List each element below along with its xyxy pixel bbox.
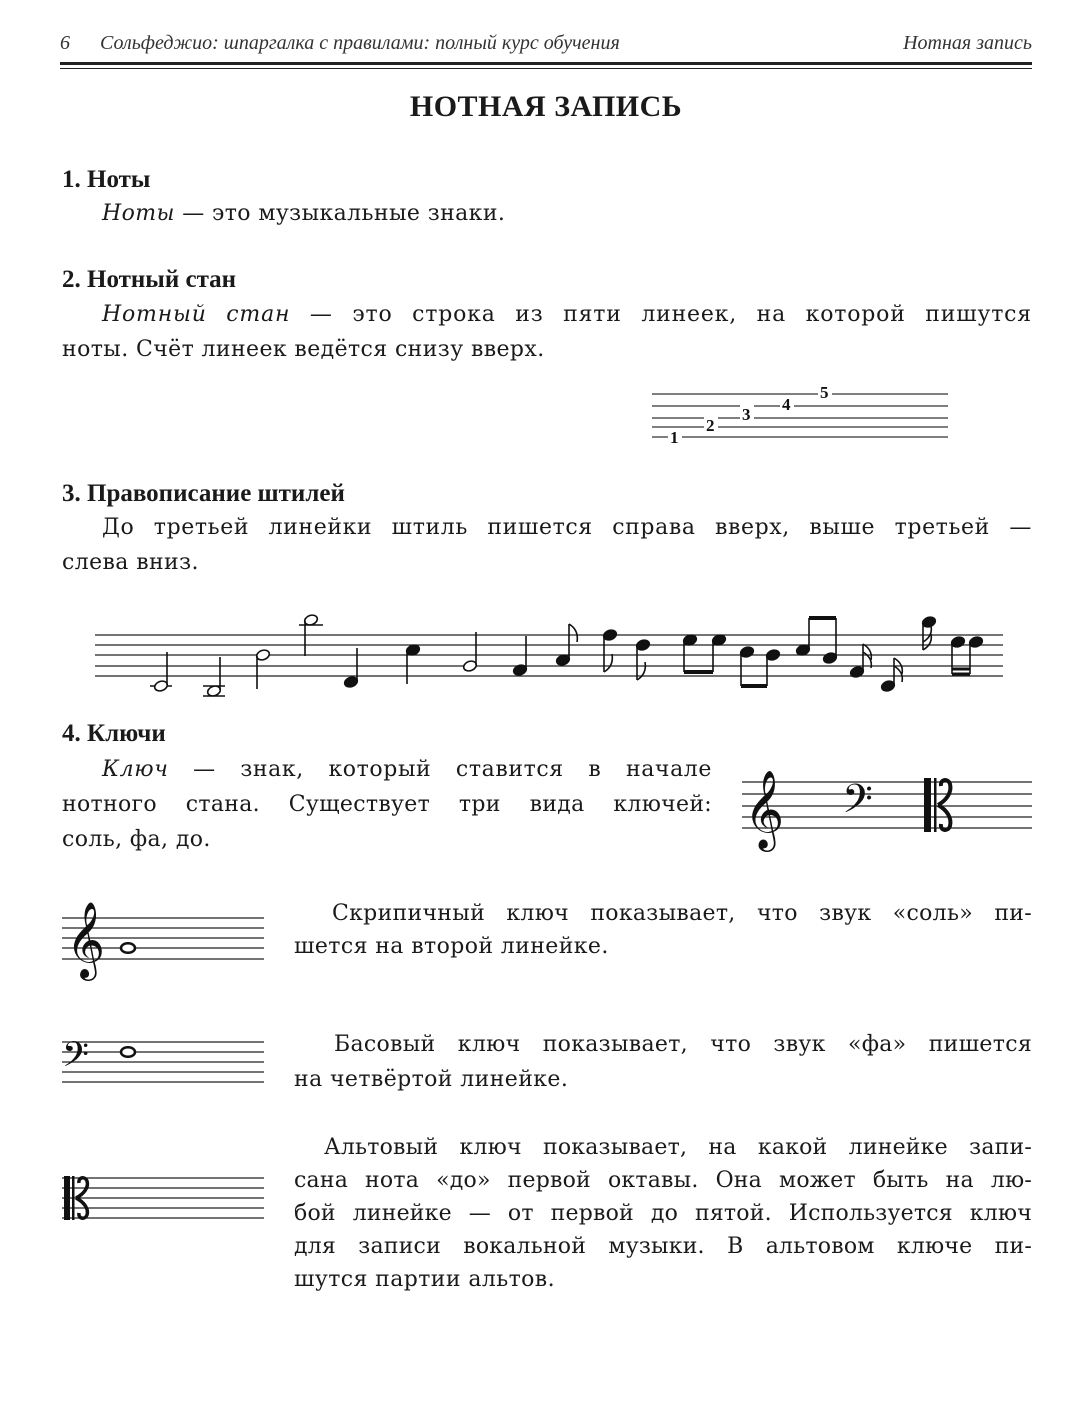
- staff-label-4: 4: [782, 395, 791, 414]
- treble-text-line-1: Скрипичный ключ показывает, что звук «соль» пи-: [332, 901, 1032, 926]
- running-header: [60, 30, 1032, 60]
- treble-text-line-2: шется на второй линейке.: [294, 934, 609, 959]
- whole-note-icon: [121, 1047, 135, 1057]
- clef-types-staff: [742, 770, 1034, 850]
- section-4-line-3: соль, фа, до.: [62, 827, 211, 852]
- definition: — это строка из пяти линеек, на которой пишутся: [290, 302, 1032, 327]
- treble-clef-icon: 𝄞: [66, 904, 106, 977]
- treble-clef-icon: 𝄞: [744, 771, 785, 847]
- section-4-line-2: нотного стана. Существует три вида ключей:: [62, 792, 712, 817]
- treble-clef-example: [62, 890, 267, 980]
- bass-text-line-1: Басовый ключ показывает, что звук «фа» пишется: [334, 1032, 1032, 1057]
- section-2-line-1: [102, 297, 1032, 332]
- definition: — знак, который ставится в начале: [168, 757, 712, 782]
- staff-label-2: 2: [706, 416, 715, 435]
- alto-text-line-1: Альтовый ключ показывает, на какой линейке запи-: [324, 1135, 1032, 1160]
- bass-clef-icon: 𝄢: [842, 778, 873, 831]
- term: Ноты: [102, 201, 175, 226]
- term: Ключ: [102, 757, 169, 782]
- alto-clef-icon: [924, 778, 950, 832]
- book-title: Сольфеджио: шпаргалка с правилами: полный курс обучения: [100, 32, 620, 54]
- alto-text-line-3: бой линейке — от первой до пятой. Используется ключ: [294, 1201, 1032, 1226]
- section-2-heading: 2. Нотный стан: [62, 266, 237, 293]
- alto-text-line-5: шутся партии альтов.: [294, 1267, 555, 1292]
- alto-clef-example: [62, 1170, 267, 1230]
- section-2-line-2: ноты. Счёт линеек ведётся снизу вверх.: [62, 337, 545, 362]
- section-name: Нотная запись: [903, 32, 1032, 54]
- staff-numbering-figure: [652, 380, 952, 450]
- section-1-text: [102, 196, 505, 231]
- section-3-heading: 3. Правописание штилей: [62, 480, 345, 507]
- bass-clef-icon: 𝄢: [62, 1037, 90, 1083]
- staff-label-3: 3: [742, 405, 751, 424]
- bass-text-line-2: на четвёртой линейке.: [294, 1067, 569, 1092]
- section-4-heading: 4. Ключи: [62, 720, 166, 747]
- alto-text-line-2: сана нота «до» первой октавы. Она может быть на лю-: [294, 1168, 1032, 1193]
- header-rule-thin: [60, 68, 1032, 69]
- stem-rules-staff: [95, 600, 1005, 700]
- header-rule-thick: [60, 62, 1032, 65]
- whole-note-icon: [121, 943, 135, 953]
- page-number: 6: [60, 32, 70, 54]
- section-3-line-2: слева вниз.: [62, 550, 199, 575]
- term: Нотный стан: [102, 302, 291, 327]
- page-title: НОТНАЯ ЗАПИСЬ: [409, 90, 683, 123]
- section-3-line-1: До третьей линейки штиль пишется справа вверх, выше третьей —: [102, 515, 1032, 540]
- staff-label-5: 5: [820, 383, 829, 402]
- bass-clef-example: [62, 1030, 267, 1090]
- alto-text-line-4: для записи вокальной музыки. В альтовом ключе пи-: [294, 1234, 1032, 1259]
- section-1-heading: 1. Ноты: [62, 166, 151, 193]
- definition: — это музыкальные знаки.: [174, 201, 506, 226]
- section-4-line-1: [102, 752, 712, 787]
- staff-label-1: 1: [670, 428, 679, 447]
